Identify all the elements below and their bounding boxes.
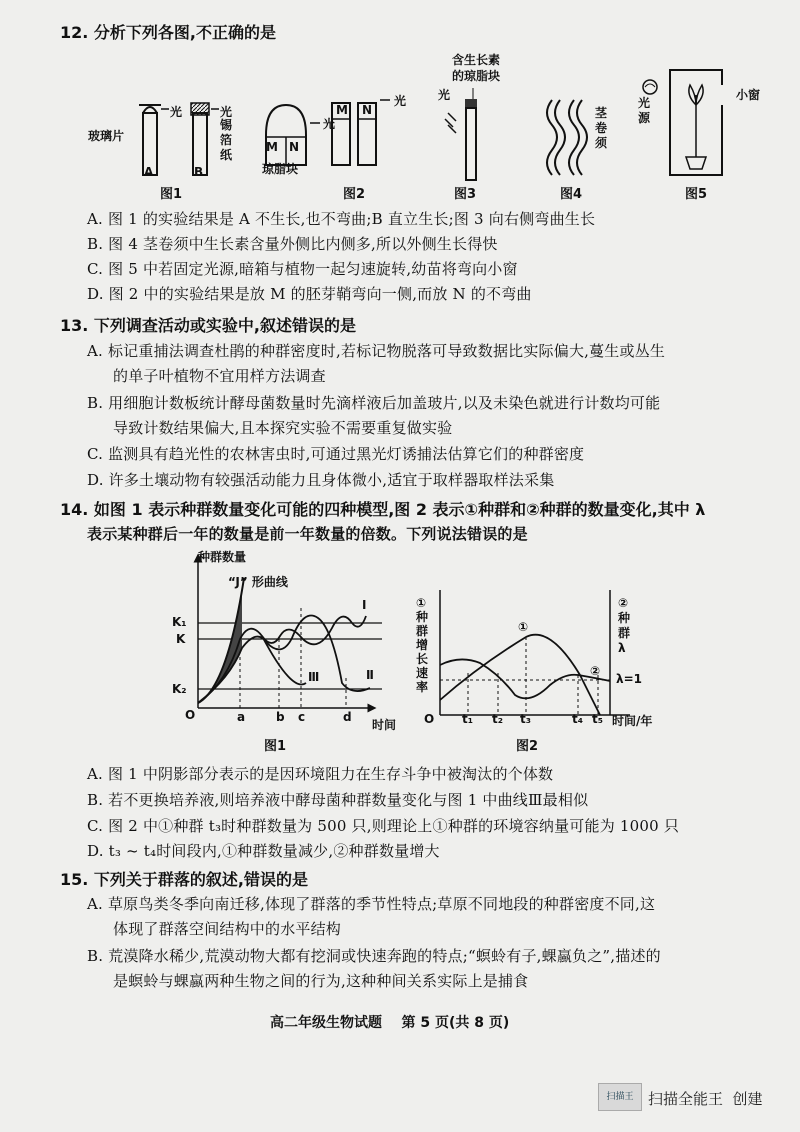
g2-left-axis-char: ①	[416, 596, 427, 610]
g1-caption: 图1	[264, 739, 287, 754]
q15-option-b-line2: 是螟蛉与蜾蠃两种生物之间的行为,这种种间关系实际上是捕食	[113, 972, 529, 990]
g2-caption: 图2	[516, 739, 539, 754]
g2-peak-1-label: ①	[518, 620, 529, 634]
g2-right-axis-char: λ	[618, 641, 626, 655]
g2-tick-t1: t₁	[462, 712, 473, 726]
g2-tick-t5: t₅	[592, 712, 603, 726]
g1-tick-a: a	[237, 710, 246, 724]
g2-mark-2-label: ②	[590, 664, 601, 678]
g1-tick-c: c	[298, 710, 306, 724]
q14-option-c: C. 图 2 中①种群 t₃时种群数量为 500 只,则理论上①种群的环境容纳量可能为 1000 只	[87, 817, 680, 835]
g2-left-axis-char: 率	[416, 680, 429, 694]
g1-tick-b: b	[276, 710, 285, 724]
q12-option-a: A. 图 1 的实验结果是 A 不生长,也不弯曲;B 直立生长;图 3 向右侧弯曲生长	[87, 210, 596, 228]
scanner-logo: 扫描王	[598, 1083, 642, 1111]
fig3-light-label: 光	[438, 88, 451, 102]
g1-curve-2-label: Ⅱ	[366, 668, 374, 682]
fig1-caption: 图1	[160, 187, 183, 202]
fig2-m-label-small: M	[266, 140, 278, 154]
q15-option-b-line1: B. 荒漠降水稀少,荒漠动物大都有挖洞或快速奔跑的特点;“螟蛉有子,蜾蠃负之”,描述的	[87, 947, 661, 965]
g1-origin: O	[185, 708, 196, 722]
g2-tick-t3: t₃	[520, 712, 531, 726]
fig1-label-b: B	[194, 165, 204, 179]
q14-option-d: D. t₃ ~ t₄时间段内,①种群数量减少,②种群数量增大	[87, 842, 440, 860]
fig5-light-source-label: 光源	[638, 96, 651, 125]
fig4-caption: 图4	[560, 187, 583, 202]
q14-title-line1: 14. 如图 1 表示种群数量变化可能的四种模型,图 2 表示①种群和②种群的数量变化,其中 λ	[60, 500, 706, 519]
g2-left-axis-char: 群	[416, 624, 429, 638]
q13-option-d: D. 许多土壤动物有较强活动能力且身体微小,适宜于取样器取样法采集	[87, 471, 555, 489]
watermark-text: 扫描全能王 创建	[648, 1090, 763, 1108]
g2-left-axis-char: 速	[416, 666, 429, 680]
g2-left-axis-char: 长	[416, 652, 429, 666]
fig2-m-label: M	[336, 103, 348, 117]
q12-figure-4	[540, 95, 600, 180]
g2-origin: O	[424, 712, 435, 726]
g2-left-axis-char: 增	[416, 638, 429, 652]
g1-x-label: 时间	[372, 718, 397, 732]
fig2-n-label-small: N	[289, 140, 300, 154]
q14-option-a: A. 图 1 中阴影部分表示的是因环境阻力在生存斗争中被淘汰的个体数	[87, 765, 554, 783]
fig4-tendril-label: 茎卷须	[595, 106, 608, 150]
g2-left-axis-label	[416, 596, 430, 694]
q15-option-a-line1: A. 草原鸟类冬季向南迁移,体现了群落的季节性特点;草原不同地段的种群密度不同,这	[87, 895, 656, 913]
fig1-glass-label: 玻璃片	[88, 129, 125, 143]
g1-curve-1-label: I	[362, 598, 367, 612]
g1-k2-label: K₂	[172, 682, 187, 696]
g1-jcurve-label: “J” 形曲线	[228, 575, 288, 589]
q13-option-b-line1: B. 用细胞计数板统计酵母菌数量时先滴样液后加盖玻片,以及未染色就进行计数均可能	[87, 394, 661, 412]
q12-option-d: D. 图 2 中的实验结果是放 M 的胚芽鞘弯向一侧,而放 N 的不弯曲	[87, 285, 532, 303]
g1-k-label: K	[176, 632, 186, 646]
q13-option-a-line2: 的单子叶植物不宜用样方法调查	[113, 367, 326, 385]
q14-title-line2: 表示某种群后一年的数量是前一年数量的倍数。下列说法错误的是	[87, 525, 528, 543]
fig5-caption: 图5	[685, 187, 708, 202]
g2-tick-t2: t₂	[492, 712, 503, 726]
fig1-light2: 光	[220, 105, 233, 119]
q12-option-b: B. 图 4 茎卷须中生长素含量外侧比内侧多,所以外侧生长得快	[87, 235, 498, 253]
q15-option-a-line2: 体现了群落空间结构中的水平结构	[113, 920, 342, 938]
fig1-light1: 光	[170, 105, 183, 119]
fig1-label-a: A	[144, 165, 154, 179]
q12-figure-5	[640, 65, 740, 180]
q13-option-b-line2: 导致计数结果偏大,且本探究实验不需要重复做实验	[113, 419, 453, 437]
g2-right-axis-char: ②	[618, 596, 629, 610]
g1-y-label: 种群数量	[198, 550, 247, 564]
fig5-window-label: 小窗	[736, 88, 761, 102]
g1-k1-label: K₁	[172, 615, 187, 629]
g2-x-label: 时间/年	[612, 714, 653, 728]
fig2-light-right: 光	[394, 94, 407, 108]
fig2-n-label: N	[362, 103, 373, 117]
q13-option-a-line1: A. 标记重捕法调查杜鹃的种群密度时,若标记物脱落可导致数据比实际偏大,蔓生或丛生	[87, 342, 666, 360]
q13-title: 13. 下列调查活动或实验中,叙述错误的是	[60, 316, 356, 335]
g2-right-axis-label	[618, 596, 632, 656]
g2-right-axis-char: 种	[618, 611, 631, 625]
g1-tick-d: d	[343, 710, 352, 724]
g2-lambda-label: λ=1	[616, 672, 642, 686]
fig1-foil-label: 锡箔纸	[220, 118, 233, 162]
q13-option-c: C. 监测具有趋光性的农林害虫时,可通过黑光灯诱捕法估算它们的种群密度	[87, 445, 585, 463]
fig3-agar-label: 含生长素 的琼脂块	[452, 53, 501, 83]
q12-option-c: C. 图 5 中若固定光源,暗箱与植物一起匀速旋转,幼苗将弯向小窗	[87, 260, 518, 278]
fig3-caption: 图3	[454, 187, 477, 202]
g2-tick-t4: t₄	[572, 712, 583, 726]
q14-option-b: B. 若不更换培养液,则培养液中酵母菌种群数量变化与图 1 中曲线Ⅲ最相似	[87, 791, 589, 809]
g1-curve-3-label: Ⅲ	[308, 670, 320, 684]
page-footer: 高二年级生物试题 第 5 页(共 8 页)	[270, 1015, 510, 1031]
fig2-caption: 图2	[343, 187, 366, 202]
g2-right-axis-char: 群	[618, 626, 631, 640]
q14-graph-2	[420, 555, 645, 725]
fig2-light-left: 光	[323, 117, 336, 131]
q15-title: 15. 下列关于群落的叙述,错误的是	[60, 870, 308, 889]
fig2-agar-label: 琼脂块	[262, 162, 299, 176]
g2-left-axis-char: 种	[416, 610, 429, 624]
q12-title: 12. 分析下列各图,不正确的是	[60, 23, 276, 42]
